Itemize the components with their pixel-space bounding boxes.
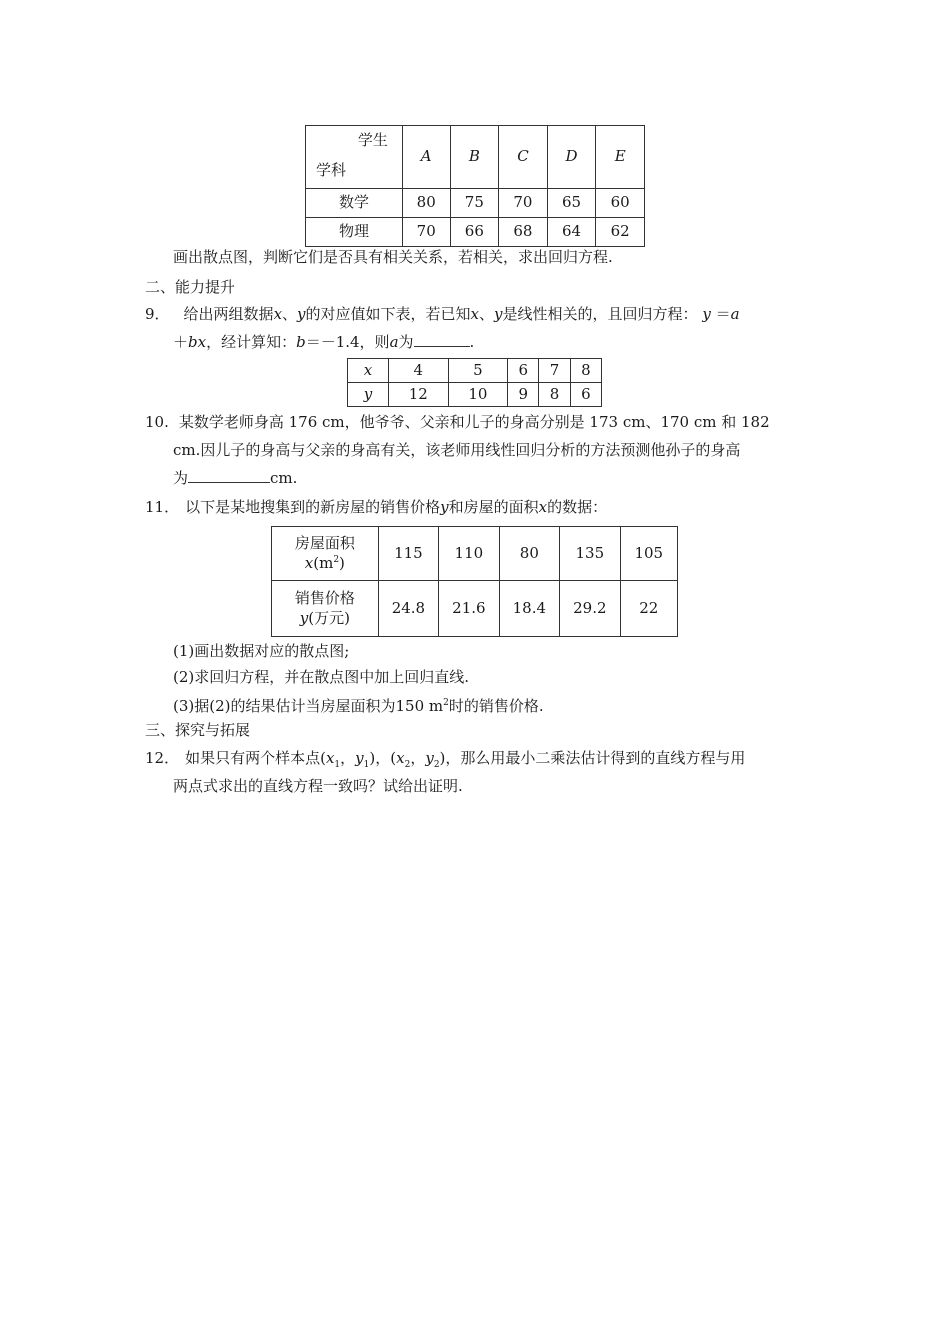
- table-cell: 22: [620, 581, 677, 637]
- table-cell: 60: [596, 189, 645, 218]
- q10-line-2: cm.因儿子的身高与父亲的身高有关，该老师用线性回归分析的方法预测他孙子的身高: [173, 441, 741, 459]
- table-cell: 7: [539, 359, 570, 383]
- table-cell: 65: [547, 189, 596, 218]
- q8-instruction: 画出散点图，判断它们是否具有相关关系，若相关，求出回归方程.: [173, 248, 613, 266]
- table-cell: 70: [499, 189, 548, 218]
- q10-number: 10.: [145, 413, 169, 431]
- table-cell: 135: [560, 527, 620, 581]
- table-cell: 80: [402, 189, 450, 218]
- table-cell: 66: [450, 218, 499, 247]
- row-label: 房屋面积 $x(m^2)$: [272, 527, 379, 581]
- student-header: E: [596, 126, 645, 189]
- table-cell: 24.8: [378, 581, 438, 637]
- table-cell: 21.6: [439, 581, 499, 637]
- q9-line-1: 9． 给出两组数据x、y的对应值如下表，若已知x、y是线性相关的，且回归方程： y ＝a: [145, 305, 740, 323]
- table-cell: 8: [539, 383, 570, 407]
- q10-line-3: 为 cm.: [173, 469, 298, 487]
- diagonal-divider: [305, 125, 403, 188]
- table-cell: 6: [508, 359, 539, 383]
- table-cell: 29.2: [560, 581, 620, 637]
- student-header: D: [547, 126, 596, 189]
- table-cell: 80: [499, 527, 559, 581]
- row-label: x: [348, 359, 389, 383]
- table-cell: 70: [402, 218, 450, 247]
- q11-intro: 11． 以下是某地搜集到的新房屋的销售价格y和房屋的面积x的数据：: [145, 498, 608, 516]
- row-label: 销售价格 y(万元): [272, 581, 379, 637]
- table-row: [306, 218, 645, 247]
- row-label: 数学: [306, 189, 403, 218]
- header-students-label: 学生: [357, 131, 388, 149]
- q12-number: 12．: [145, 749, 180, 767]
- table-cell: 12: [389, 383, 449, 407]
- q9-line-2: ＋bx，经计算知：b＝－1.4，则a为 .: [173, 333, 475, 351]
- table-cell: 9: [508, 383, 539, 407]
- table-cell: 105: [620, 527, 677, 581]
- table-row: [348, 359, 602, 383]
- table-cell: 8: [570, 359, 601, 383]
- table-cell: 10: [448, 383, 508, 407]
- table-cell: 115: [378, 527, 438, 581]
- q11-part-3: (3)据(2)的结果估计当房屋面积为150 $m^2$时的销售价格.: [173, 697, 544, 715]
- table-cell: 6: [570, 383, 601, 407]
- q12-line-2: 两点式求出的直线方程一致吗？试给出证明.: [173, 777, 463, 795]
- section-3-heading: 三、探究与拓展: [145, 721, 251, 739]
- table-row: [306, 189, 645, 218]
- row-label: y: [348, 383, 389, 407]
- answer-blank: [414, 331, 470, 347]
- table-cell: 75: [450, 189, 499, 218]
- row-label: 物理: [306, 218, 403, 247]
- q9-number: 9．: [145, 305, 170, 323]
- student-header: C: [499, 126, 548, 189]
- house-price-table: [271, 526, 678, 637]
- q11-part-2: (2)求回归方程，并在散点图中加上回归直线.: [173, 668, 470, 686]
- q12-line-1: 12． 如果只有两个样本点($x_1$，$y_1$)，($x_2$，$y_2$)，那么用最小二乘法估计得到的直线方程与用: [145, 749, 746, 770]
- table-cell: 18.4: [499, 581, 559, 637]
- xy-value-table: [347, 358, 602, 407]
- answer-blank: [188, 467, 270, 483]
- table-cell: 4: [389, 359, 449, 383]
- table-row: [348, 383, 602, 407]
- table-cell: 62: [596, 218, 645, 247]
- q11-part-1: (1)画出数据对应的散点图;: [173, 642, 350, 660]
- q11-number: 11．: [145, 498, 180, 516]
- table-cell: 64: [547, 218, 596, 247]
- header-subject-label: 学科: [316, 160, 347, 179]
- student-header: A: [402, 126, 450, 189]
- section-2-heading: 二、能力提升: [145, 278, 236, 296]
- table-cell: 5: [448, 359, 508, 383]
- table-row: [272, 581, 678, 637]
- student-header: B: [450, 126, 499, 189]
- table-cell: 68: [499, 218, 548, 247]
- table-row: [272, 527, 678, 581]
- table-cell: 110: [439, 527, 499, 581]
- q10-line-1: 10. 某数学老师身高 176 cm，他爷爷、父亲和儿子的身高分别是 173 cm、170 cm 和 182: [145, 413, 770, 431]
